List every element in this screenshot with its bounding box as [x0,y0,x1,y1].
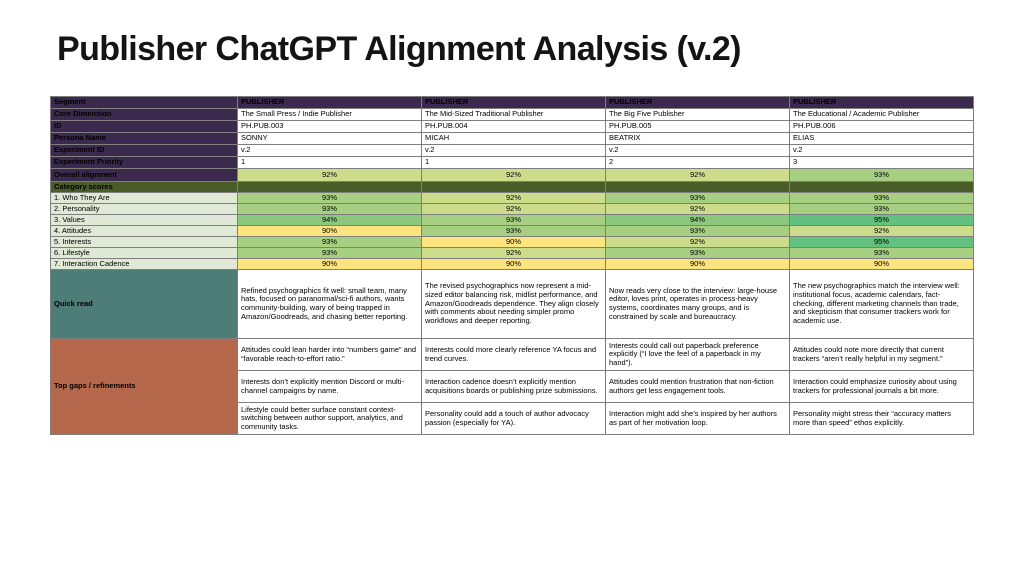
score-cell: 94% [238,215,422,226]
table-row-who-they-are [51,193,974,204]
score-cell: 90% [422,259,606,270]
info-value-cell: 1 [238,157,422,169]
publisher-header-cell: PUBLISHER [238,97,422,109]
info-label-cell: Overall alignment [51,169,238,182]
info-value-cell: The Small Press / Indie Publisher [238,109,422,121]
category-label-cell: 7. Interaction Cadence [51,259,238,270]
info-label-cell: Experiment Priority [51,157,238,169]
category-band-cell [238,182,422,193]
info-value-cell: The Educational / Academic Publisher [790,109,974,121]
gap-cell: Interaction might add she’s inspired by her authors as part of her motivation loop. [606,403,790,435]
gap-cell: Attitudes could note more directly that current trackers “aren’t really helpful in my segment.” [790,339,974,371]
info-value-cell: MICAH [422,133,606,145]
table-row-gaps-1 [51,339,974,371]
table-row-interests [51,237,974,248]
gap-cell: Interaction cadence doesn’t explicitly mention acquisitions boards or publishing prize submissions. [422,371,606,403]
category-label-cell: 4. Attitudes [51,226,238,237]
info-value-cell: PH.PUB.006 [790,121,974,133]
score-cell: 92% [422,204,606,215]
score-cell: 93% [790,248,974,259]
gap-cell: Personality could add a touch of author advocacy passion (especially for YA). [422,403,606,435]
category-label-cell: 2. Personality [51,204,238,215]
score-cell: 92% [790,226,974,237]
table-row-values [51,215,974,226]
overall-score-cell: 92% [422,169,606,182]
category-label-cell: 3. Values [51,215,238,226]
info-value-cell: PH.PUB.005 [606,121,790,133]
table-row-experiment-id [51,145,974,157]
info-value-cell: The Big Five Publisher [606,109,790,121]
table-row-personality [51,204,974,215]
score-cell: 92% [422,193,606,204]
category-label-cell: 5. Interests [51,237,238,248]
score-cell: 92% [606,237,790,248]
publisher-header-cell: PUBLISHER [790,97,974,109]
info-value-cell: SONNY [238,133,422,145]
category-band-cell [606,182,790,193]
info-value-cell: 1 [422,157,606,169]
score-cell: 93% [606,248,790,259]
alignment-table [50,96,974,435]
gap-cell: Attitudes could mention frustration that non-fiction authors get less engagement tools. [606,371,790,403]
info-value-cell: ELIAS [790,133,974,145]
gap-cell: Interests could call out paperback preference explicitly (“I love the feel of a paperback in my hand”). [606,339,790,371]
gaps-label-cell: Top gaps / refinements [51,339,238,435]
page-title: Publisher ChatGPT Alignment Analysis (v.2) [57,30,741,68]
score-cell: 93% [606,193,790,204]
category-label-cell: 6. Lifestyle [51,248,238,259]
info-label-cell: Experiment ID [51,145,238,157]
score-cell: 93% [422,215,606,226]
score-cell: 93% [422,226,606,237]
publisher-header-cell: PUBLISHER [606,97,790,109]
info-label-cell: Persona Name [51,133,238,145]
table-row-attitudes [51,226,974,237]
score-cell: 93% [238,193,422,204]
info-value-cell: v.2 [422,145,606,157]
info-label-cell: Core Dimension [51,109,238,121]
gap-cell: Attitudes could lean harder into “numbers game” and “favorable reach-to-effort ratio.” [238,339,422,371]
quick-read-cell: The new psychographics match the interview well: institutional focus, academic calendars, fact-checking, different marketing channels than trade, and skepticism that consumer trackers work for academic use. [790,270,974,339]
score-cell: 93% [238,237,422,248]
score-cell: 90% [238,259,422,270]
gap-cell: Interaction could emphasize curiosity about using trackers for professional journals a bit more. [790,371,974,403]
score-cell: 92% [606,204,790,215]
score-cell: 93% [606,226,790,237]
category-band-cell [422,182,606,193]
publisher-header-cell: PUBLISHER [422,97,606,109]
table-row-experiment-priority [51,157,974,169]
info-value-cell: v.2 [238,145,422,157]
category-band-label-cell: Category scores [51,182,238,193]
table-row-quick-read [51,270,974,339]
quick-read-cell: Refined psychographics fit well: small team, many hats, focused on paranormal/sci-fi authors, wants community-building, wary of being trapped in Amazon/Goodreads, and chasing better reporting. [238,270,422,339]
score-cell: 93% [790,204,974,215]
category-band-cell [790,182,974,193]
info-label-cell: Segment [51,97,238,109]
overall-score-cell: 93% [790,169,974,182]
table-row-core-dimension [51,109,974,121]
table-row-segment [51,97,974,109]
gap-cell: Lifestyle could better surface constant context-switching between author support, analytics, and community tasks. [238,403,422,435]
score-cell: 92% [422,248,606,259]
info-value-cell: v.2 [606,145,790,157]
info-value-cell: 3 [790,157,974,169]
score-cell: 94% [606,215,790,226]
info-value-cell: The Mid-Sized Traditional Publisher [422,109,606,121]
gap-cell: Personality might stress their “accuracy matters more than speed” ethos explicitly. [790,403,974,435]
quick-read-cell: The revised psychographics now represent a mid-sized editor balancing risk, midlist performance, and Amazon/Goodreads dependence. They align closely with comments about needing simpler promo workflows and deeper reporting. [422,270,606,339]
score-cell: 90% [238,226,422,237]
score-cell: 95% [790,237,974,248]
info-value-cell: 2 [606,157,790,169]
score-cell: 90% [422,237,606,248]
table-row-lifestyle [51,248,974,259]
score-cell: 90% [790,259,974,270]
info-value-cell: PH.PUB.004 [422,121,606,133]
info-value-cell: BEATRIX [606,133,790,145]
info-value-cell: v.2 [790,145,974,157]
score-cell: 93% [238,204,422,215]
table-row-interaction-cadence [51,259,974,270]
category-label-cell: 1. Who They Are [51,193,238,204]
gap-cell: Interests don’t explicitly mention Discord or multi-channel campaigns by name. [238,371,422,403]
quick-read-cell: Now reads very close to the interview: large-house editor, loves print, operates in process-heavy systems, coordinates many groups, and is constrained by scale and bureaucracy. [606,270,790,339]
quick-read-label-cell: Quick read [51,270,238,339]
table-row-category-scores-band [51,182,974,193]
overall-score-cell: 92% [238,169,422,182]
table-row-persona-name [51,133,974,145]
score-cell: 95% [790,215,974,226]
score-cell: 93% [790,193,974,204]
score-cell: 93% [238,248,422,259]
info-value-cell: PH.PUB.003 [238,121,422,133]
table-row-overall-alignment [51,169,974,182]
table-row-id [51,121,974,133]
score-cell: 90% [606,259,790,270]
overall-score-cell: 92% [606,169,790,182]
gap-cell: Interests could more clearly reference YA focus and trend curves. [422,339,606,371]
info-label-cell: ID [51,121,238,133]
